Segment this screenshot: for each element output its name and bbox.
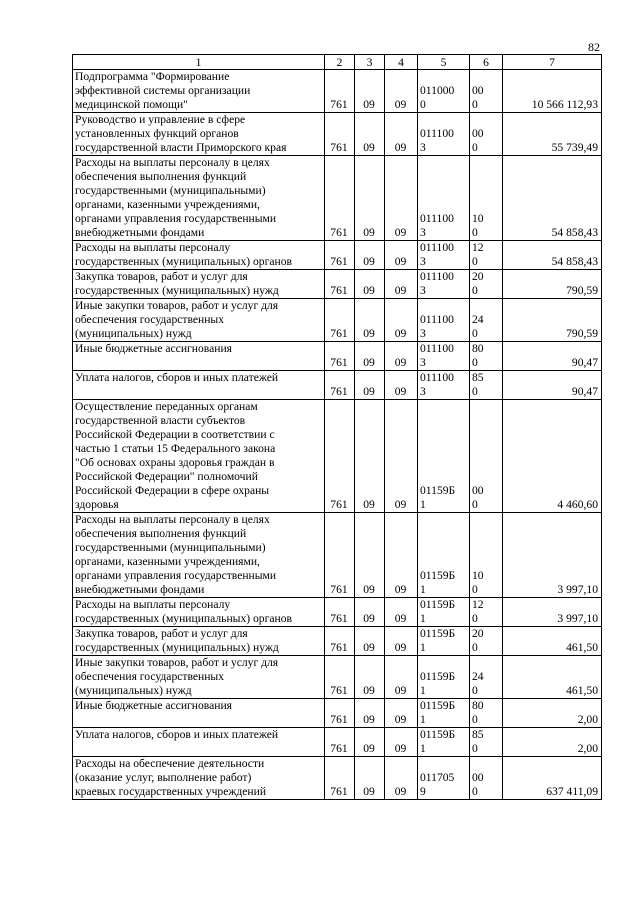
department-code-cell: 761 [325, 342, 355, 371]
target-item-code-cell: 011100 3 [418, 113, 470, 156]
column-header: 4 [385, 55, 418, 70]
expense-type-code-cell: 00 0 [470, 757, 503, 800]
section-code-cell: 09 [355, 241, 385, 270]
expense-type-code-cell: 12 0 [470, 598, 503, 627]
subsection-code-cell: 09 [385, 627, 418, 656]
subsection-code-cell: 09 [385, 270, 418, 299]
department-code-cell: 761 [325, 371, 355, 400]
subsection-code-cell: 09 [385, 728, 418, 757]
expense-name-cell: Расходы на выплаты персоналу в целях обеспечения выполнения функций государственными (муниципальными) органами, казенными учреждениями, органами управления государственными внебюджетными фондами [73, 156, 325, 241]
table-row [73, 241, 602, 270]
section-code-cell: 09 [355, 70, 385, 113]
table-row [73, 371, 602, 400]
target-item-code-cell: 01159Б 1 [418, 728, 470, 757]
subsection-code-cell: 09 [385, 757, 418, 800]
section-code-cell: 09 [355, 627, 385, 656]
expense-type-code-cell: 80 0 [470, 699, 503, 728]
expense-name-cell: Иные закупки товаров, работ и услуг для обеспечения государственных (муниципальных) нужд [73, 656, 325, 699]
target-item-code-cell: 01159Б 1 [418, 513, 470, 598]
table-row [73, 270, 602, 299]
subsection-code-cell: 09 [385, 371, 418, 400]
target-item-code-cell: 01159Б 1 [418, 699, 470, 728]
column-header: 5 [418, 55, 470, 70]
expense-name-cell: Закупка товаров, работ и услуг для государственных (муниципальных) нужд [73, 627, 325, 656]
amount-cell: 790,59 [503, 299, 602, 342]
expense-type-code-cell: 24 0 [470, 656, 503, 699]
expense-name-cell: Расходы на обеспечение деятельности (оказание услуг, выполнение работ) краевых государственных учреждений [73, 757, 325, 800]
amount-cell: 461,50 [503, 656, 602, 699]
expense-type-code-cell: 24 0 [470, 299, 503, 342]
department-code-cell: 761 [325, 70, 355, 113]
department-code-cell: 761 [325, 241, 355, 270]
expense-name-cell: Иные закупки товаров, работ и услуг для обеспечения государственных (муниципальных) нужд [73, 299, 325, 342]
section-code-cell: 09 [355, 156, 385, 241]
subsection-code-cell: 09 [385, 156, 418, 241]
section-code-cell: 09 [355, 598, 385, 627]
table-row [73, 699, 602, 728]
department-code-cell: 761 [325, 728, 355, 757]
expense-type-code-cell: 00 0 [470, 400, 503, 513]
section-code-cell: 09 [355, 728, 385, 757]
expense-type-code-cell: 20 0 [470, 270, 503, 299]
table-row [73, 728, 602, 757]
department-code-cell: 761 [325, 598, 355, 627]
expense-name-cell: Иные бюджетные ассигнования [73, 699, 325, 728]
subsection-code-cell: 09 [385, 513, 418, 598]
target-item-code-cell: 01159Б 1 [418, 400, 470, 513]
table-row [73, 400, 602, 513]
expense-name-cell: Закупка товаров, работ и услуг для государственных (муниципальных) нужд [73, 270, 325, 299]
expense-name-cell: Расходы на выплаты персоналу в целях обеспечения выполнения функций государственными (муниципальными) органами, казенными учреждениями, органами управления государственными внебюджетными фондами [73, 513, 325, 598]
section-code-cell: 09 [355, 757, 385, 800]
department-code-cell: 761 [325, 627, 355, 656]
amount-cell: 55 739,49 [503, 113, 602, 156]
expense-type-code-cell: 00 0 [470, 113, 503, 156]
table-row [73, 156, 602, 241]
target-item-code-cell: 011100 3 [418, 371, 470, 400]
table-row [73, 113, 602, 156]
subsection-code-cell: 09 [385, 656, 418, 699]
target-item-code-cell: 011100 3 [418, 299, 470, 342]
column-header: 3 [355, 55, 385, 70]
section-code-cell: 09 [355, 371, 385, 400]
amount-cell: 3 997,10 [503, 598, 602, 627]
section-code-cell: 09 [355, 113, 385, 156]
department-code-cell: 761 [325, 757, 355, 800]
department-code-cell: 761 [325, 400, 355, 513]
expense-name-cell: Расходы на выплаты персоналу государственных (муниципальных) органов [73, 241, 325, 270]
department-code-cell: 761 [325, 113, 355, 156]
expense-type-code-cell: 20 0 [470, 627, 503, 656]
section-code-cell: 09 [355, 400, 385, 513]
department-code-cell: 761 [325, 299, 355, 342]
table-row [73, 299, 602, 342]
amount-cell: 2,00 [503, 699, 602, 728]
table-header-row [73, 55, 602, 70]
target-item-code-cell: 01159Б 1 [418, 656, 470, 699]
target-item-code-cell: 011100 3 [418, 241, 470, 270]
table-row [73, 513, 602, 598]
expense-type-code-cell: 85 0 [470, 371, 503, 400]
section-code-cell: 09 [355, 699, 385, 728]
expense-name-cell: Иные бюджетные ассигнования [73, 342, 325, 371]
section-code-cell: 09 [355, 342, 385, 371]
expense-type-code-cell: 10 0 [470, 513, 503, 598]
section-code-cell: 09 [355, 270, 385, 299]
column-header: 2 [325, 55, 355, 70]
section-code-cell: 09 [355, 656, 385, 699]
amount-cell: 461,50 [503, 627, 602, 656]
target-item-code-cell: 01159Б 1 [418, 598, 470, 627]
subsection-code-cell: 09 [385, 299, 418, 342]
amount-cell: 790,59 [503, 270, 602, 299]
expense-type-code-cell: 85 0 [470, 728, 503, 757]
expense-type-code-cell: 12 0 [470, 241, 503, 270]
amount-cell: 54 858,43 [503, 241, 602, 270]
column-header: 6 [470, 55, 503, 70]
table-row [73, 656, 602, 699]
expense-type-code-cell: 80 0 [470, 342, 503, 371]
section-code-cell: 09 [355, 299, 385, 342]
expense-name-cell: Подпрограмма "Формирование эффективной системы организации медицинской помощи" [73, 70, 325, 113]
amount-cell: 3 997,10 [503, 513, 602, 598]
target-item-code-cell: 011100 3 [418, 342, 470, 371]
table-row [73, 342, 602, 371]
section-code-cell: 09 [355, 513, 385, 598]
expense-type-code-cell: 10 0 [470, 156, 503, 241]
subsection-code-cell: 09 [385, 241, 418, 270]
page-number: 82 [588, 40, 600, 54]
target-item-code-cell: 01159Б 1 [418, 627, 470, 656]
subsection-code-cell: 09 [385, 342, 418, 371]
expense-name-cell: Руководство и управление в сфере установленных функций органов государственной власти Приморского края [73, 113, 325, 156]
amount-cell: 90,47 [503, 342, 602, 371]
department-code-cell: 761 [325, 699, 355, 728]
expense-name-cell: Расходы на выплаты персоналу государственных (муниципальных) органов [73, 598, 325, 627]
department-code-cell: 761 [325, 156, 355, 241]
expense-name-cell: Уплата налогов, сборов и иных платежей [73, 728, 325, 757]
amount-cell: 4 460,60 [503, 400, 602, 513]
amount-cell: 54 858,43 [503, 156, 602, 241]
table-row [73, 70, 602, 113]
table-row [73, 627, 602, 656]
table-row [73, 598, 602, 627]
expense-name-cell: Уплата налогов, сборов и иных платежей [73, 371, 325, 400]
subsection-code-cell: 09 [385, 699, 418, 728]
target-item-code-cell: 011705 9 [418, 757, 470, 800]
column-header: 1 [73, 55, 325, 70]
column-header: 7 [503, 55, 602, 70]
amount-cell: 2,00 [503, 728, 602, 757]
amount-cell: 10 566 112,93 [503, 70, 602, 113]
subsection-code-cell: 09 [385, 598, 418, 627]
target-item-code-cell: 011100 3 [418, 270, 470, 299]
expense-type-code-cell: 00 0 [470, 70, 503, 113]
subsection-code-cell: 09 [385, 70, 418, 113]
subsection-code-cell: 09 [385, 113, 418, 156]
table-row [73, 757, 602, 800]
subsection-code-cell: 09 [385, 400, 418, 513]
department-code-cell: 761 [325, 656, 355, 699]
target-item-code-cell: 011000 0 [418, 70, 470, 113]
amount-cell: 90,47 [503, 371, 602, 400]
target-item-code-cell: 011100 3 [418, 156, 470, 241]
amount-cell: 637 411,09 [503, 757, 602, 800]
expense-name-cell: Осуществление переданных органам государственной власти субъектов Российской Федерации в соответствии с частью 1 статьи 15 Федерального закона "Об основах охраны здоровья граждан в Российской Федерации" полномочий Российской Федерации в сфере охраны здоровья [73, 400, 325, 513]
department-code-cell: 761 [325, 270, 355, 299]
department-code-cell: 761 [325, 513, 355, 598]
budget-table [72, 54, 602, 800]
